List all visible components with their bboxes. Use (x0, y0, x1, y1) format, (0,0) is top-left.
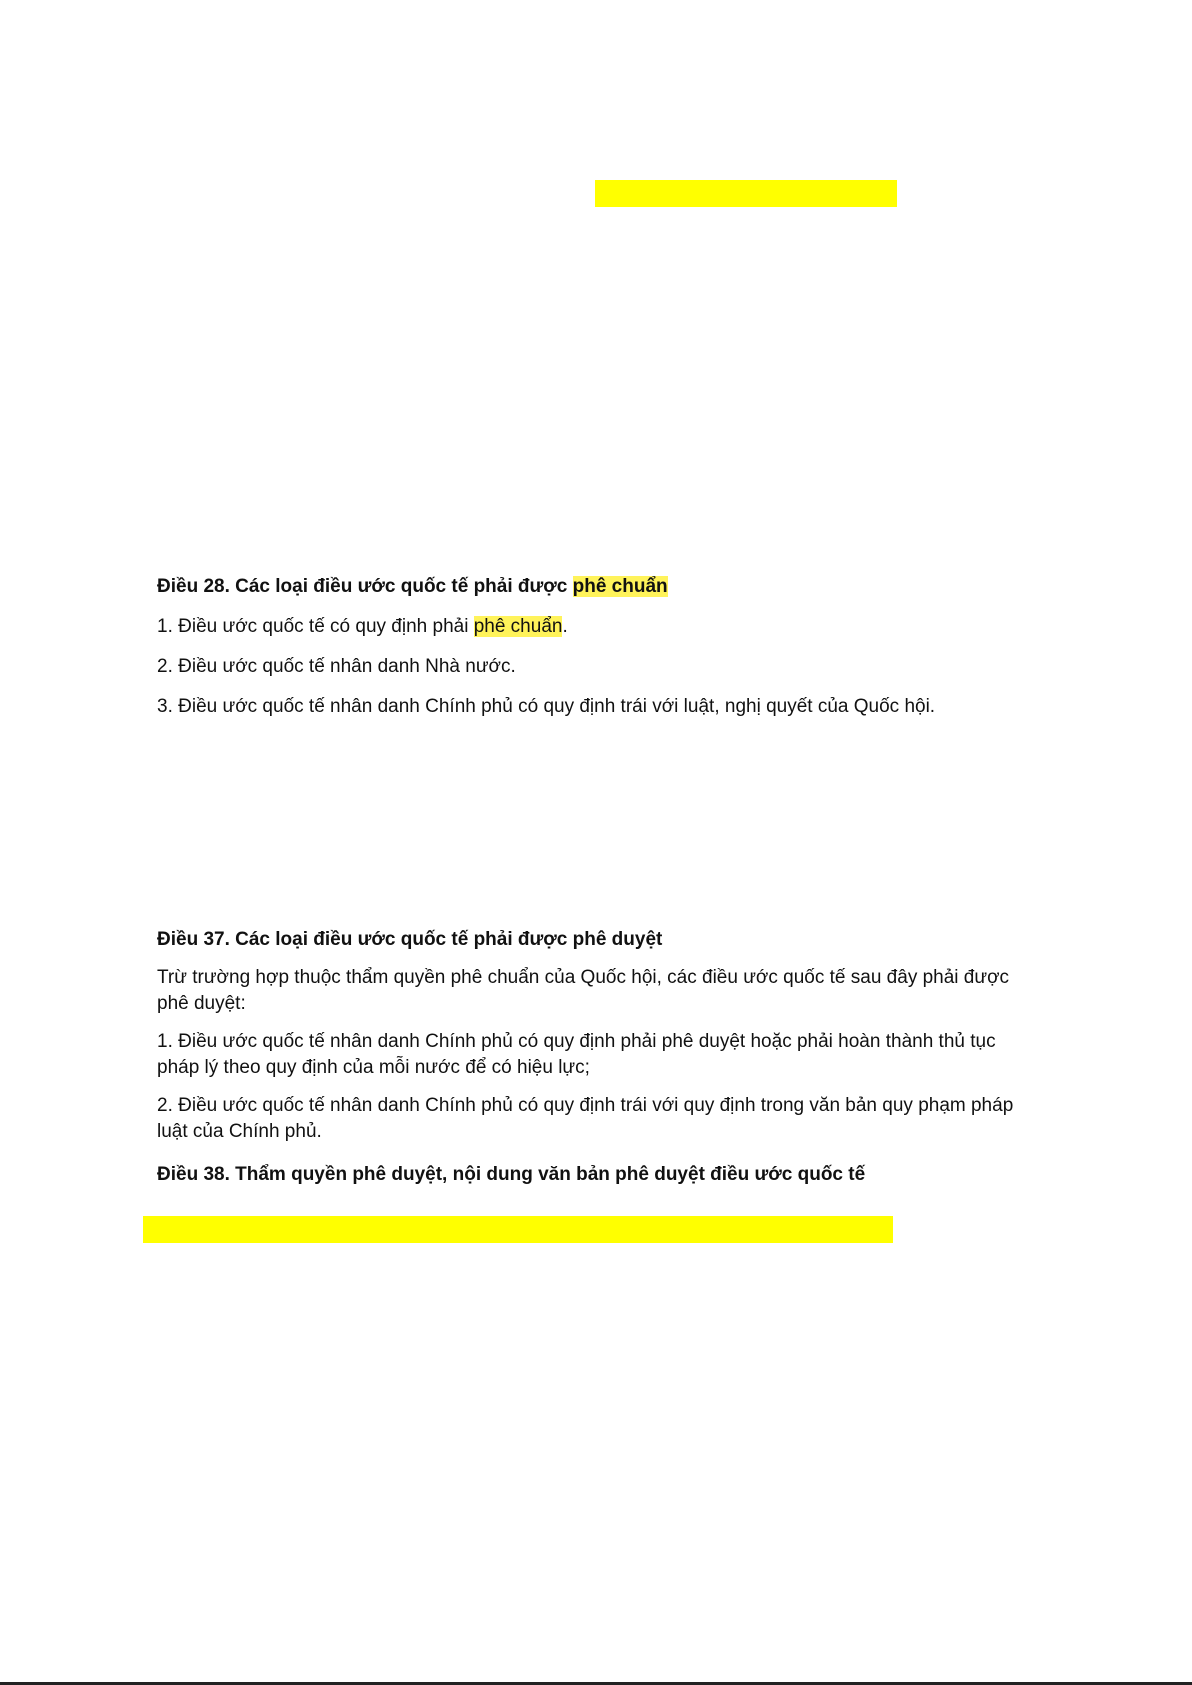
article-37-item-2: 2. Điều ước quốc tế nhân danh Chính phủ có quy định trái với quy định trong văn bản quy phạm pháp luật của Chính phủ. (157, 1095, 1014, 1142)
article-28-item-1 (157, 614, 1037, 640)
cut-off-heading-text: Điều 38. Thẩm quyền phê duyệt, nội dung văn bản phê duyệt điều ước quốc tế (157, 1164, 866, 1185)
article-28-item-2: 2. Điều ước quốc tế nhân danh Nhà nước. (157, 656, 516, 677)
highlight-bar-bottom (143, 1216, 893, 1243)
cut-off-heading (157, 1162, 1037, 1185)
article-28-heading-text: Điều 28. Các loại điều ước quốc tế phải được (157, 576, 573, 597)
article-28 (157, 574, 1037, 734)
article-28-item-1-highlight: phê chuẩn (473, 616, 563, 637)
article-28-item-1-text: 1. Điều ước quốc tế có quy định phải (157, 616, 474, 637)
article-37-intro: Trừ trường hợp thuộc thẩm quyền phê chuẩn của Quốc hội, các điều ước quốc tế sau đây phải được phê duyệt: (157, 967, 1010, 1014)
article-37-item-1: 1. Điều ước quốc tế nhân danh Chính phủ có quy định phải phê duyệt hoặc phải hoàn thành thủ tục pháp lý theo quy định của mỗi nước để có hiệu lực; (157, 1031, 996, 1078)
article-37-heading: Điều 37. Các loại điều ước quốc tế phải được phê duyệt (157, 929, 663, 950)
article-37 (157, 927, 1037, 1157)
article-28-heading (157, 574, 1037, 600)
article-28-heading-highlight: phê chuẩn (572, 576, 668, 597)
highlight-bar-top (595, 180, 897, 207)
article-28-item-3: 3. Điều ước quốc tế nhân danh Chính phủ có quy định trái với luật, nghị quyết của Quốc hội. (157, 696, 936, 717)
article-28-item-1-suffix: . (562, 616, 568, 637)
